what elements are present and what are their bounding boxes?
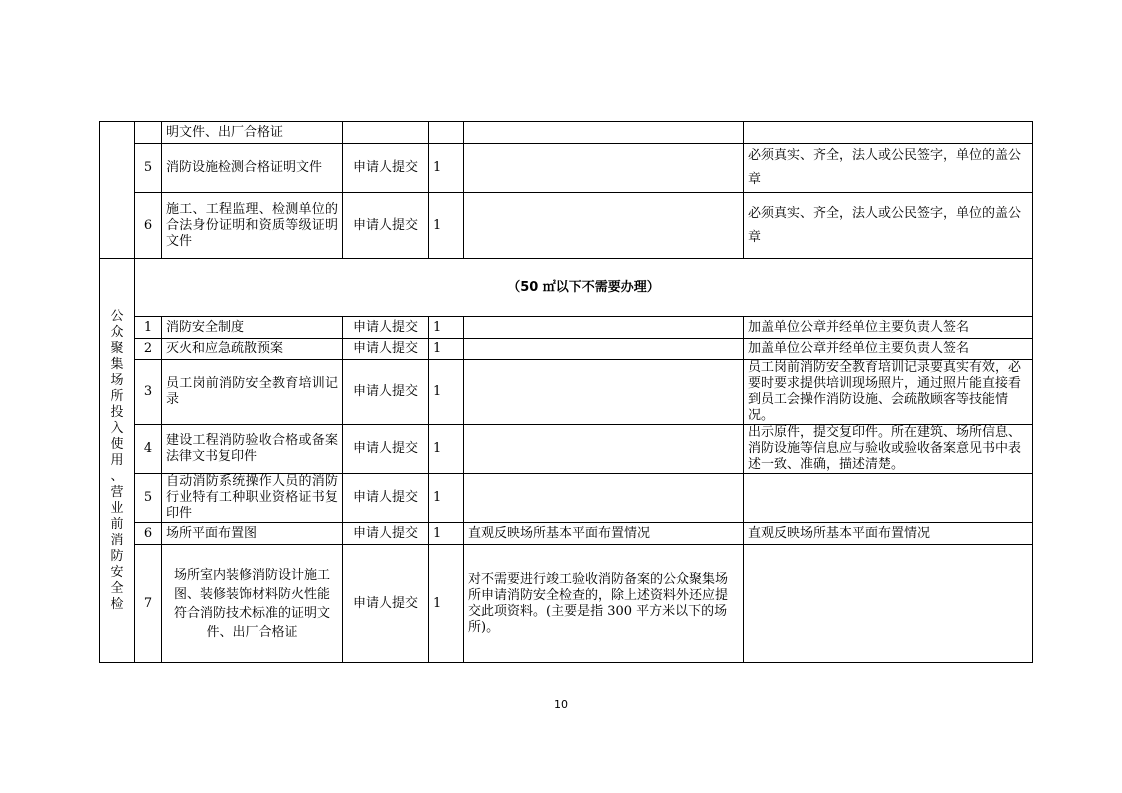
note: 出示原件，提交复印件。所在建筑、场所信息、消防设施等信息应与验收或验收备案意见书中表述一致、准确，描述清楚。 bbox=[744, 425, 1033, 474]
category-char: 入 bbox=[110, 420, 124, 436]
table-row bbox=[100, 545, 1033, 663]
copy-count: 1 bbox=[429, 360, 464, 425]
row-number: 5 bbox=[135, 144, 162, 193]
submitter: 申请人提交 bbox=[343, 339, 429, 360]
copy-count: 1 bbox=[429, 425, 464, 474]
note: 必须真实、齐全，法人或公民签字，单位的盖公章 bbox=[744, 144, 1033, 193]
note bbox=[744, 474, 1033, 523]
row-number: 6 bbox=[135, 523, 162, 545]
submitter: 申请人提交 bbox=[343, 144, 429, 193]
material-name: 自动消防系统操作人员的消防行业特有工种职业资格证书复印件 bbox=[162, 474, 343, 523]
category-char: 安 bbox=[110, 564, 124, 580]
requirement bbox=[464, 425, 744, 474]
row-number: 3 bbox=[135, 360, 162, 425]
category-char: 全 bbox=[110, 580, 124, 596]
category-char: 业 bbox=[110, 500, 124, 516]
material-name: 场所平面布置图 bbox=[162, 523, 343, 545]
category-char: 投 bbox=[110, 404, 124, 420]
requirement: 直观反映场所基本平面布置情况 bbox=[464, 523, 744, 545]
category-char: 消 bbox=[110, 532, 124, 548]
section-banner: （50 ㎡以下不需要办理） bbox=[135, 259, 1033, 317]
material-name: 灭火和应急疏散预案 bbox=[162, 339, 343, 360]
section-banner-row bbox=[100, 259, 1033, 317]
note: 加盖单位公章并经单位主要负责人签名 bbox=[744, 317, 1033, 339]
copy-count: 1 bbox=[429, 523, 464, 545]
category-char: 使 bbox=[110, 436, 124, 452]
copy-count: 1 bbox=[429, 545, 464, 663]
requirement bbox=[464, 122, 744, 144]
submitter: 申请人提交 bbox=[343, 193, 429, 259]
copy-count: 1 bbox=[429, 144, 464, 193]
row-number: 6 bbox=[135, 193, 162, 259]
note: 直观反映场所基本平面布置情况 bbox=[744, 523, 1033, 545]
copy-count: 1 bbox=[429, 193, 464, 259]
submitter: 申请人提交 bbox=[343, 545, 429, 663]
row-number: 4 bbox=[135, 425, 162, 474]
submitter: 申请人提交 bbox=[343, 474, 429, 523]
material-name: 消防设施检测合格证明文件 bbox=[162, 144, 343, 193]
table-row bbox=[100, 122, 1033, 144]
table-row bbox=[100, 193, 1033, 259]
table-row bbox=[100, 523, 1033, 545]
row-number: 2 bbox=[135, 339, 162, 360]
table-row bbox=[100, 144, 1033, 193]
note: 必须真实、齐全，法人或公民签字，单位的盖公章 bbox=[744, 193, 1033, 259]
requirement: 对不需要进行竣工验收消防备案的公众聚集场所申请消防安全检查的，除上述资料外还应提交此项资料。(主要是指 300 平方米以下的场所)。 bbox=[464, 545, 744, 663]
row-number: 5 bbox=[135, 474, 162, 523]
requirement bbox=[464, 339, 744, 360]
category-char: 、 bbox=[110, 468, 124, 484]
materials-table bbox=[99, 121, 1033, 663]
table-row bbox=[100, 360, 1033, 425]
table-row bbox=[100, 474, 1033, 523]
requirement bbox=[464, 474, 744, 523]
submitter: 申请人提交 bbox=[343, 425, 429, 474]
category-char: 防 bbox=[110, 548, 124, 564]
copy-count: 1 bbox=[429, 474, 464, 523]
submitter: 申请人提交 bbox=[343, 523, 429, 545]
category-char: 众 bbox=[110, 324, 124, 340]
note: 员工岗前消防安全教育培训记录要真实有效，必要时要求提供培训现场照片，通过照片能直接看到员工会操作消防设施、会疏散顾客等技能情况。 bbox=[744, 360, 1033, 425]
material-name: 消防安全制度 bbox=[162, 317, 343, 339]
copy-count bbox=[429, 122, 464, 144]
material-name: 明文件、出厂合格证 bbox=[162, 122, 343, 144]
table-row bbox=[100, 317, 1033, 339]
category-char: 营 bbox=[110, 484, 124, 500]
category-char: 所 bbox=[110, 388, 124, 404]
requirement bbox=[464, 144, 744, 193]
note bbox=[744, 545, 1033, 663]
category-cell-empty bbox=[100, 122, 135, 259]
material-name: 建设工程消防验收合格或备案法律文书复印件 bbox=[162, 425, 343, 474]
material-name: 施工、工程监理、检测单位的合法身份证明和资质等级证明文件 bbox=[162, 193, 343, 259]
copy-count: 1 bbox=[429, 317, 464, 339]
material-name: 场所室内装修消防设计施工图、装修装饰材料防火性能符合消防技术标准的证明文件、出厂合格证 bbox=[162, 545, 343, 663]
category-char: 聚 bbox=[110, 340, 124, 356]
category-char: 公 bbox=[110, 308, 124, 324]
requirement bbox=[464, 360, 744, 425]
category-char: 场 bbox=[110, 372, 124, 388]
row-number: 7 bbox=[135, 545, 162, 663]
note bbox=[744, 122, 1033, 144]
row-number: 1 bbox=[135, 317, 162, 339]
category-char: 集 bbox=[110, 356, 124, 372]
table-row bbox=[100, 339, 1033, 360]
row-number bbox=[135, 122, 162, 144]
category-cell bbox=[100, 259, 135, 663]
category-char: 检 bbox=[110, 596, 124, 612]
submitter: 申请人提交 bbox=[343, 360, 429, 425]
page-number: 10 bbox=[554, 698, 568, 711]
material-name: 员工岗前消防安全教育培训记录 bbox=[162, 360, 343, 425]
requirement bbox=[464, 193, 744, 259]
category-char: 用 bbox=[110, 452, 124, 468]
submitter: 申请人提交 bbox=[343, 317, 429, 339]
category-char: 前 bbox=[110, 516, 124, 532]
note: 加盖单位公章并经单位主要负责人签名 bbox=[744, 339, 1033, 360]
requirement bbox=[464, 317, 744, 339]
copy-count: 1 bbox=[429, 339, 464, 360]
submitter bbox=[343, 122, 429, 144]
table-row bbox=[100, 425, 1033, 474]
